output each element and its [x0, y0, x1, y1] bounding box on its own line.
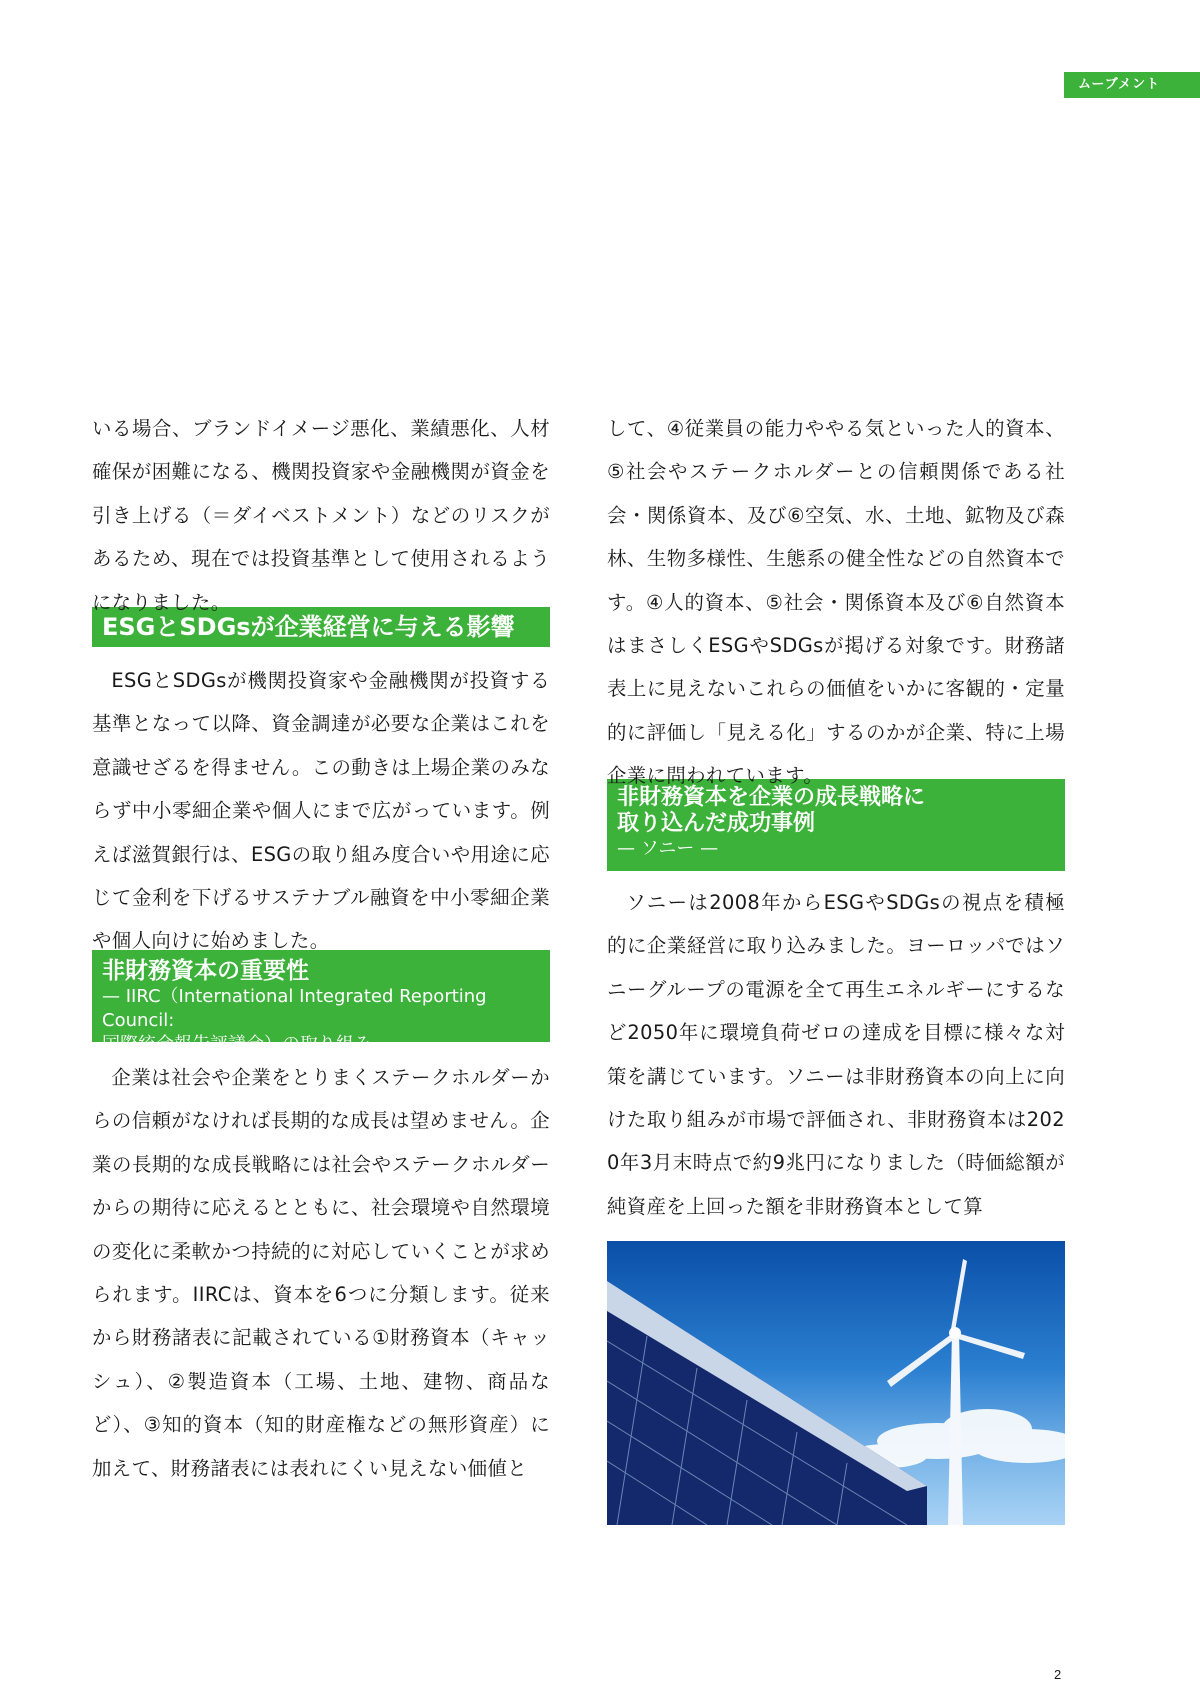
heading-non-financial-capital: [92, 950, 550, 1055]
page-number: 2: [1054, 1667, 1062, 1682]
right-column: [607, 407, 1065, 1525]
heading-success-case: [607, 779, 1065, 871]
left-column: [92, 407, 550, 1490]
heading-esg-sdgs-impact-text: ESGとSDGsが企業経営に与える影響: [102, 613, 515, 641]
heading-non-financial-capital-title: 非財務資本の重要性: [102, 958, 309, 984]
solar-wind-illustration: [607, 1241, 1065, 1525]
paragraph-3: 企業は社会や企業をとりまくステークホルダーからの信頼がなければ長期的な成長は望めません。企業の長期的な成長戦略には社会やステークホルダーからの期待に応えるとともに、社会環境や自然環境の変化に柔軟かつ持続的に対応していくことが求められます。IIRCは、資本を6つに分類します。従来から財務諸表に記載されている①財務資本（キャッシュ）、②製造資本（工場、土地、建物、商品など）、③知的資本（知的財産権などの無形資産）に加えて、財務諸表には表れにくい見えない価値と: [92, 1066, 550, 1480]
heading-success-case-sub: — ソニー —: [617, 838, 719, 859]
paragraph-1: いる場合、ブランドイメージ悪化、業績悪化、人材確保が困難になる、機関投資家や金融機関が資金を引き上げる（＝ダイベストメント）などのリスクがあるため、現在では投資基準として使用されるようになりました。: [92, 417, 550, 614]
solar-wind-photo: [607, 1241, 1065, 1525]
paragraph-2: ESGとSDGsが機関投資家や金融機関が投資する基準となって以降、資金調達が必要な企業はこれを意識せざるを得ません。この動きは上場企業のみならず中小零細企業や個人にまで広がっています。例えば滋賀銀行は、ESGの取り組み度合いや用途に応じて金利を下げるサステナブル融資を中小零細企業や個人向けに始めました。: [92, 669, 550, 953]
solar-panel-array: [607, 1281, 927, 1525]
heading-success-case-line2: 取り込んだ成功事例: [617, 811, 816, 836]
paragraph-5: ソニーは2008年からESGやSDGsの視点を積極的に企業経営に取り込みました。ヨーロッパではソニーグループの電源を全て再生エネルギーにするなど2050年に環境負荷ゼロの達成を目標に様々な対策を講じています。ソニーは非財務資本の向上に向けた取り組みが市場で評価され、非財務資本は2020年3月末時点で約9兆円になりました（時価総額が純資産を上回った額を非財務資本として算: [607, 891, 1065, 1218]
section-tab: ムーブメント: [1064, 72, 1200, 98]
heading-non-financial-capital-sub2: 国際統合報告評議会）の取り組み —: [102, 1034, 396, 1055]
heading-success-case-line1: 非財務資本を企業の成長戦略に: [617, 785, 926, 810]
heading-esg-sdgs-impact: [92, 607, 550, 647]
paragraph-4: して、④従業員の能力ややる気といった人的資本、⑤社会やステークホルダーとの信頼関係である社会・関係資本、及び⑥空気、水、土地、鉱物及び森林、生物多様性、生態系の健全性などの自然資本です。④人的資本、⑤社会・関係資本及び⑥自然資本はまさしくESGやSDGsが掲げる対象です。財務諸表上に見えないこれらの価値をいかに客観的・定量的に評価し「見える化」するのかが企業、特に上場企業に問われています。: [607, 417, 1065, 788]
heading-non-financial-capital-sub1: — IIRC（International Integrated Reporting Council:: [102, 986, 487, 1031]
